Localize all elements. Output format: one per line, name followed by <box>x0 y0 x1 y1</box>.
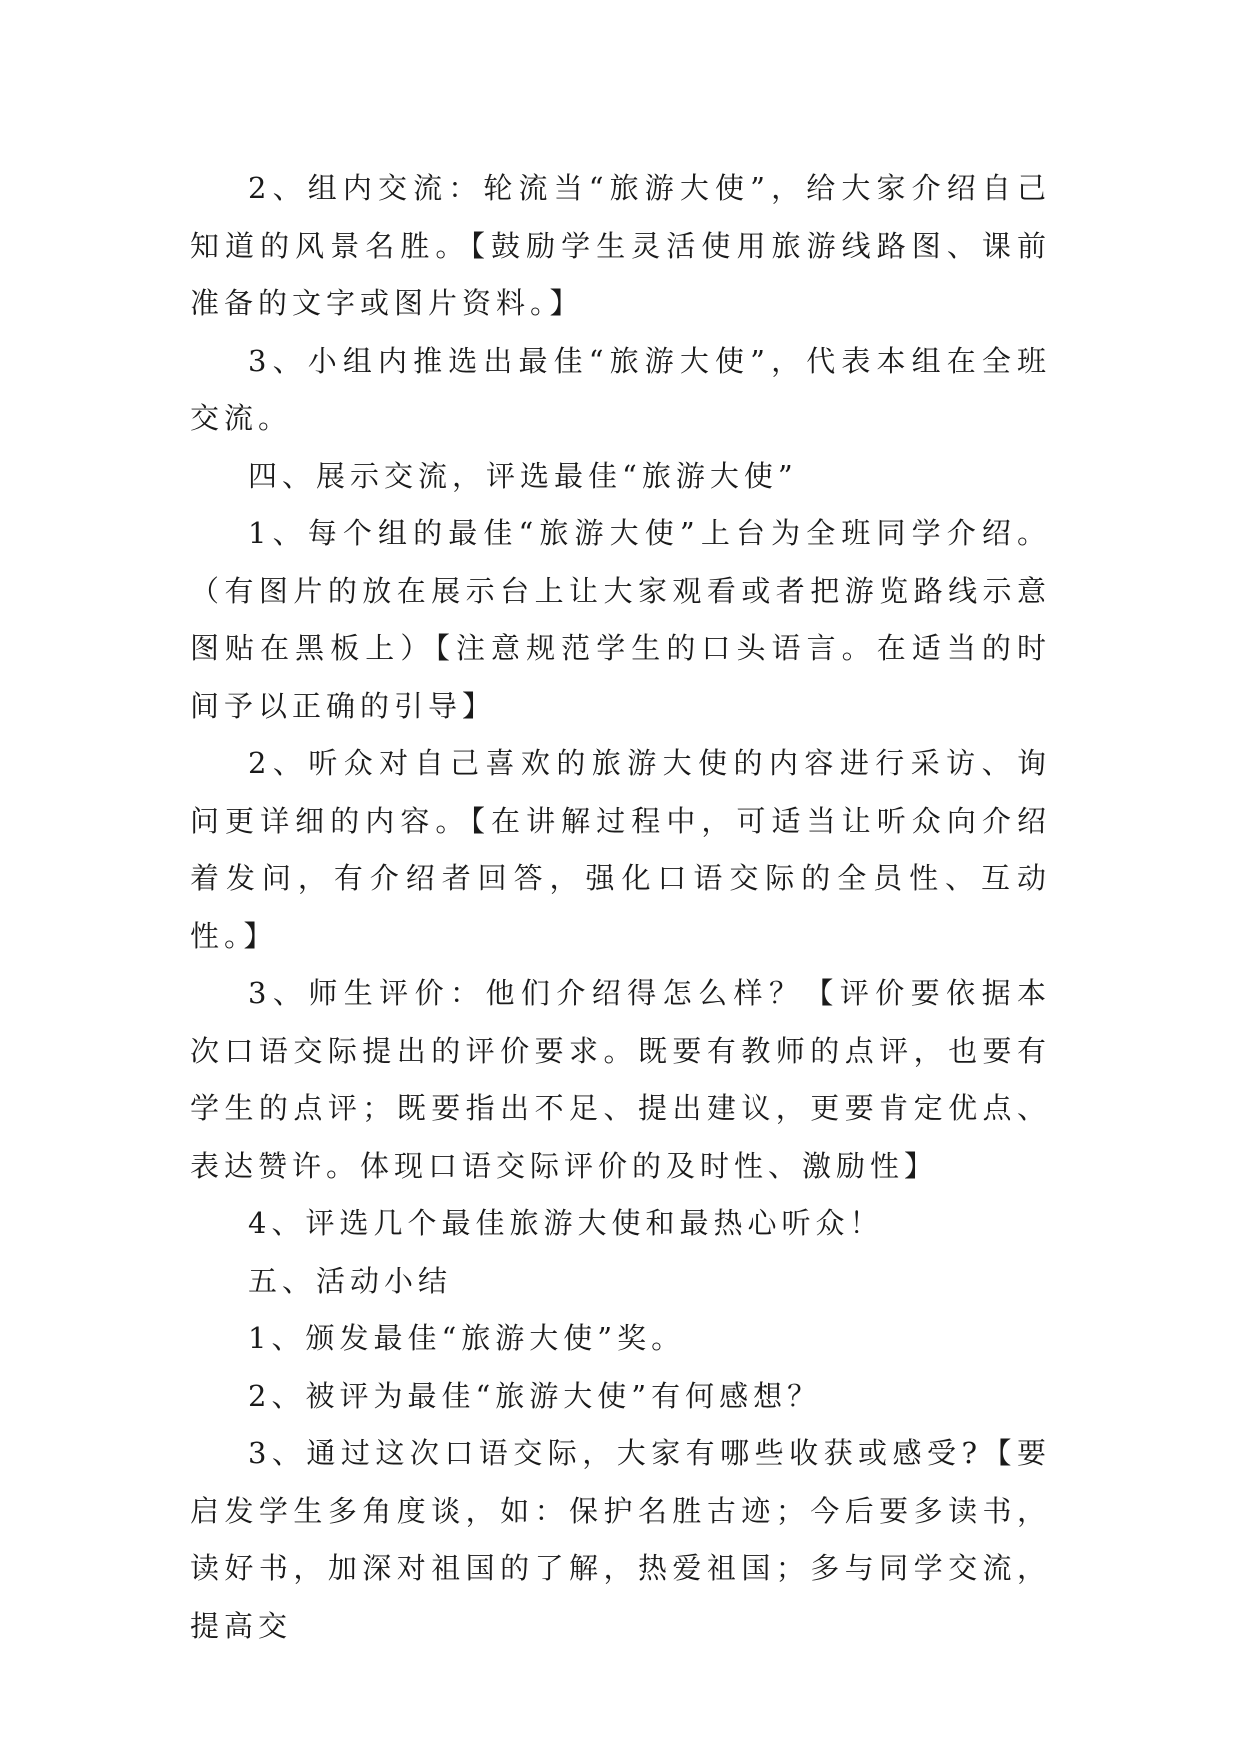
paragraph-group-exchange: 2、组内交流：轮流当“旅游大使”，给大家介绍自己知道的风景名胜。【鼓励学生灵活使用旅游线路图、课前准备的文字或图片资料。】 <box>190 171 1051 320</box>
paragraph-present: 1、每个组的最佳“旅游大使”上台为全班同学介绍。（有图片的放在展示台上让大家观看或者把游览路线示意图贴在黑板上）【注意规范学生的口头语言。在适当的时间予以正确的引导】 <box>190 516 1051 723</box>
paragraph-select-best: 4、评选几个最佳旅游大使和最热心听众！ <box>248 1206 884 1240</box>
paragraph-gains: 3、通过这次口语交际，大家有哪些收获或感受?【要启发学生多角度谈，如：保护名胜古迹；今后要多读书，读好书，加深对祖国的了解，热爱祖国；多与同学交流，提高交 <box>190 1436 1051 1643</box>
paragraph-thoughts: 2、被评为最佳“旅游大使”有何感想？ <box>248 1378 822 1413</box>
paragraph-evaluation: 3、师生评价：他们介绍得怎么样？【评价要依据本次口语交际提出的评价要求。既要有教师的点评，也要有学生的点评；既要指出不足、提出建议，更要肯定优点、表达赞许。体现口语交际评价的及时性、激励性】 <box>190 976 1051 1183</box>
section-heading-4: 四、展示交流，评选最佳“旅游大使” <box>248 458 798 493</box>
paragraph-group-select: 3、小组内推选出最佳“旅游大使”，代表本组在全班交流。 <box>190 343 1051 435</box>
section-heading-5: 五、活动小结 <box>248 1263 453 1298</box>
paragraph-award: 1、颁发最佳“旅游大使”奖。 <box>248 1321 686 1355</box>
paragraph-interview: 2、听众对自己喜欢的旅游大使的内容进行采访、询问更详细的内容。【在讲解过程中，可适当让听众向介绍着发问，有介绍者回答，强化口语交际的全员性、互动性。】 <box>190 746 1051 953</box>
